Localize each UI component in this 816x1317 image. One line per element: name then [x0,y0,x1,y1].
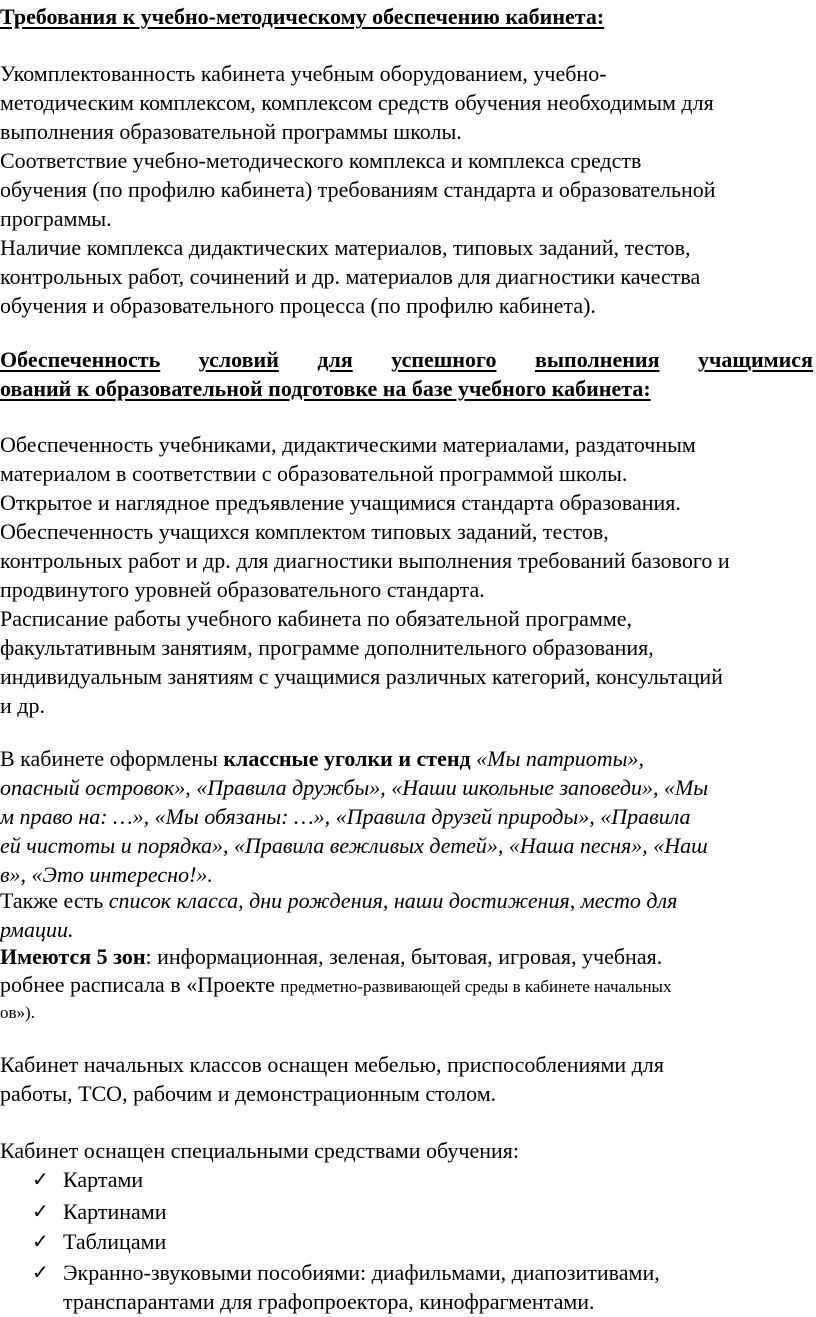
heading-word: успешного [391,347,497,372]
text-line: Обеспеченность учебниками, дидактическими материалами, раздаточным [0,432,696,457]
text-span: В кабинете оформлены [0,746,224,771]
text-line: контрольных работ и др. для диагностики выполнения требований базового и [0,548,730,573]
heading-conditions [0,345,813,374]
text-line [0,942,662,971]
text-line: Кабинет начальных классов оснащен мебелью, приспособлениями для [0,1052,664,1077]
heading-word: Обеспеченность [0,347,161,372]
italic-text: «Мы патриоты», [470,746,645,771]
check-icon: ✓ [32,1167,49,1191]
text-line: работы, ТСО, рабочим и демонстрационным столом. [0,1081,497,1106]
bold-text: классные уголки и стенд [223,746,471,771]
text-line: Наличие комплекса дидактических материалов, типовых заданий, тестов, [0,235,691,260]
text-line: ей чистоты и порядка», «Правила вежливых детей», «Наша песня», «Наш [0,833,708,858]
italic-text: список класса, дни рождения, наши достижения [108,888,570,913]
text-line: факультативным занятиям, программе дополнительного образования, [0,635,654,660]
text-line: контрольных работ, сочинений и др. материалов для диагностики качества [0,264,701,289]
text-line: материалом в соответствии с образовательной программой школы. [0,461,628,486]
text-line: выполнения образовательной программы школы. [0,119,462,144]
text-line: Расписание работы учебного кабинета по обязательной программе, [0,606,633,631]
text-line: Кабинет оснащен специальными средствами обучения: [0,1138,519,1163]
text-line: в», «Это интересно!». [0,862,213,887]
bold-text: Имеются 5 зон [0,944,146,969]
text-line: ов»). [0,1003,35,1022]
list-item: Таблицами [63,1229,167,1254]
text-line: продвинутого уровней образовательного стандарта. [0,577,485,602]
check-icon: ✓ [32,1229,49,1253]
small-text: предметно-развивающей среды в кабинете начальных [280,977,672,996]
text-line: программы. [0,206,112,231]
list-item-continuation: транспарантами для графопроектора, кинофрагментами. [63,1289,595,1314]
text-span: : информационная, зеленая, бытовая, игровая, учебная. [145,944,663,969]
text-line: индивидуальным занятиям с учащимися различных категорий, консультаций [0,664,723,689]
text-line: м право на: …», «Мы обязаны: …», «Правила друзей природы», «Правила [0,804,691,829]
heading-word: условий [198,347,279,372]
text-line: обучения и образовательного процесса (по профилю кабинета). [0,293,596,318]
list-item: Картинами [63,1199,167,1224]
heading-word: учащимися [697,347,813,372]
list-item: Экранно-звуковыми пособиями: диафильмами, диапозитивами, [63,1260,660,1285]
heading-word: выполнения [534,347,660,372]
text-line: Укомплектованность кабинета учебным оборудованием, учебно- [0,61,607,86]
check-icon: ✓ [32,1260,49,1284]
text-line [0,970,671,1001]
text-line [0,744,644,773]
text-line: и др. [0,693,45,718]
text-line: опасный островок», «Правила дружбы», «Наши школьные заповеди», «Мы [0,775,709,800]
text-span: Также есть [0,888,109,913]
text-line: методическим комплексом, комплексом средств обучения необходимым для [0,90,714,115]
text-line: рмации. [0,917,74,942]
heading-word: для [317,347,353,372]
text-line: Соответствие учебно-методического комплекса и комплекса средств [0,148,642,173]
text-span: робнее расписала в «Проекте [0,972,281,997]
check-icon: ✓ [32,1199,49,1223]
heading-conditions-line2: ований к образовательной подготовке на базе учебного кабинета: [0,376,651,401]
heading-equipment-requirements: Требования к учебно-методическому обеспечению кабинета: [0,4,605,29]
italic-text: место для [580,888,678,913]
text-line: Открытое и наглядное предъявление учащимися стандарта образования. [0,490,681,515]
text-span: , [569,888,581,913]
list-item: Картами [63,1167,144,1192]
text-line [0,886,677,915]
text-line: Обеспеченность учащихся комплектом типовых заданий, тестов, [0,519,609,544]
text-line: обучения (по профилю кабинета) требованиям стандарта и образовательной [0,177,716,202]
